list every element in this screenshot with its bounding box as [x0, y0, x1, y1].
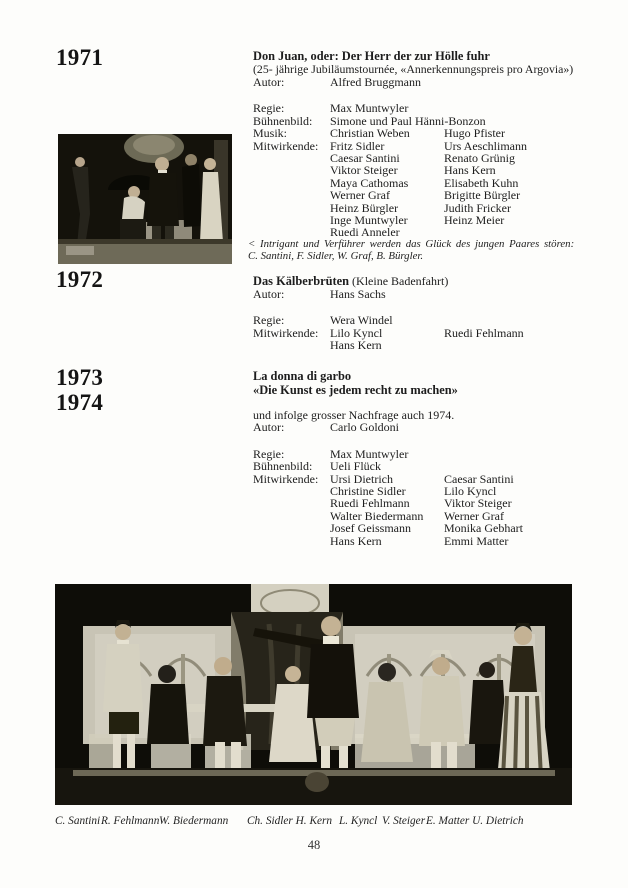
- credit-label: Autor:: [253, 420, 285, 435]
- caption-name: W. Biedermann: [159, 815, 229, 827]
- credit-name-col1: Simone und Paul Hänni-Bonzon: [330, 113, 486, 128]
- credit-label: Bühnenbild:: [253, 113, 313, 128]
- section-1973-1974: [253, 369, 605, 547]
- production-title-line1: La donna di garbo: [253, 369, 352, 383]
- credit-row: [253, 76, 605, 88]
- credit-row: [253, 510, 605, 522]
- credit-name-col1: Fritz Sidler: [330, 138, 385, 153]
- credit-name-col2: Hans Kern: [444, 163, 496, 178]
- credit-row: [253, 535, 605, 547]
- credit-name-col1: Werner Graf: [330, 188, 390, 203]
- credit-name-col2: [444, 226, 605, 238]
- photo-stage-floor: [55, 768, 572, 805]
- credit-label: Bühnenbild:: [253, 459, 313, 474]
- credit-row: [253, 214, 605, 226]
- credit-name-col2: Hugo Pfister: [444, 126, 505, 141]
- credit-label: [253, 485, 330, 497]
- credit-name-col2: Renato Grünig: [444, 151, 515, 166]
- credit-name-col2: Brigitte Bürgler: [444, 188, 521, 203]
- credit-row: [253, 177, 605, 189]
- credit-row: [253, 152, 605, 164]
- credit-name-col2: Emmi Matter: [444, 533, 509, 548]
- credit-name-col1: Ruedi Anneler: [330, 225, 400, 240]
- photo-caption-la-donna: [55, 815, 595, 829]
- credit-row: [253, 102, 605, 114]
- credit-label: [253, 202, 330, 214]
- credit-name-col1: Ruedi Fehlmann: [330, 496, 410, 511]
- credit-name-col1: Alfred Bruggmann: [330, 75, 421, 89]
- credit-name-col2: [444, 460, 605, 472]
- credit-row: [253, 314, 605, 326]
- credit-row: [253, 140, 605, 152]
- credit-row: [253, 421, 605, 433]
- credit-name-col1: Viktor Steiger: [330, 163, 398, 178]
- credit-name-col2: [444, 448, 605, 460]
- credit-name-col2: Judith Fricker: [444, 200, 511, 215]
- credits-group-1971: [253, 102, 605, 238]
- credit-row: [253, 339, 605, 351]
- credit-name-col1: Hans Sachs: [330, 287, 386, 301]
- credit-name-col1: Hans Kern: [330, 533, 382, 548]
- credit-name-col2: Urs Aeschlimann: [444, 138, 527, 153]
- production-note: und infolge grosser Nachfrage auch 1974.: [253, 408, 455, 422]
- caption-name: V. Steiger: [382, 815, 426, 827]
- credit-name-col1: Wera Windel: [330, 313, 393, 328]
- year-heading-1973: 1973: [56, 365, 104, 390]
- credit-name-col1: Ueli Flück: [330, 459, 381, 474]
- credits-group-1973: [253, 448, 605, 547]
- credit-name-col1: Ursi Dietrich: [330, 471, 393, 486]
- credit-row: [253, 485, 605, 497]
- year-heading-1974: 1974: [56, 390, 104, 415]
- credit-label: [253, 152, 330, 164]
- credit-label: [253, 535, 330, 547]
- credit-row: [253, 164, 605, 176]
- credit-row: [253, 460, 605, 472]
- section-1972: [253, 274, 605, 352]
- credit-name-col1: Carlo Goldoni: [330, 420, 399, 435]
- credit-name-col1: Christine Sidler: [330, 484, 406, 499]
- title-rest: (Kleine Badenfahrt): [349, 274, 449, 288]
- credit-name-col2: [444, 288, 605, 300]
- credit-label: [253, 497, 330, 509]
- production-title-line2: «Die Kunst es jedem recht zu machen»: [253, 383, 458, 397]
- credit-row: [253, 115, 605, 127]
- credit-name-col2: Viktor Steiger: [444, 496, 512, 511]
- production-subtitle-1971: (25- jährige Jubiläumstournée, «Annerkennungspreis pro Argovia»): [253, 62, 574, 76]
- credit-name-col2: [444, 76, 605, 88]
- photo-caption-1971: [248, 238, 593, 262]
- credit-label: [253, 339, 330, 351]
- credit-name-col1: Heinz Bürgler: [330, 200, 399, 215]
- credits-group-1972: [253, 314, 605, 351]
- credit-name-col1: Lilo Kyncl: [330, 325, 383, 340]
- credit-name-col2: Heinz Meier: [444, 213, 505, 228]
- title-bold: Das Kälberbrüten: [253, 274, 350, 288]
- photo-caption-line2: C. Santini, F. Sidler, W. Graf, B. Bürgler.: [248, 250, 424, 262]
- credit-name-col1: Caesar Santini: [330, 151, 400, 166]
- production-photo-1971: [58, 134, 232, 264]
- credit-name-col2: Monika Gebhart: [444, 521, 523, 536]
- credit-row: [253, 226, 605, 238]
- credit-name-col2: Werner Graf: [444, 508, 504, 523]
- credit-name-col1: Christian Weben: [330, 126, 410, 141]
- credit-label: [253, 164, 330, 176]
- photo-stage-floor: [58, 239, 232, 264]
- page-number: 48: [307, 838, 321, 852]
- year-heading-1971: 1971: [56, 45, 104, 70]
- credit-name-col2: [444, 314, 605, 326]
- credit-label: [253, 510, 330, 522]
- caption-name: Ch. Sidler H. Kern: [247, 815, 333, 827]
- credit-label: [253, 189, 330, 201]
- caption-name: C. Santini: [55, 815, 101, 827]
- credit-name-col1: Josef Geissmann: [330, 521, 411, 536]
- credit-label: Mitwirkende:: [253, 325, 319, 340]
- caption-name: R. Fehlmann: [101, 815, 160, 827]
- credit-row: [253, 189, 605, 201]
- credit-label: Mitwirkende:: [253, 138, 319, 153]
- credit-label: Musik:: [253, 126, 288, 141]
- credit-label: [253, 214, 330, 226]
- credit-name-col1: Max Muntwyler: [330, 101, 409, 116]
- credit-name-col2: Ruedi Fehlmann: [444, 325, 524, 340]
- photo-caption-line1: < Intrigant und Verführer werden das Glück des jungen Paares stören:: [248, 238, 575, 250]
- credit-row: [253, 327, 605, 339]
- credit-label: Autor:: [253, 75, 285, 89]
- caption-name: E. Matter U. Dietrich: [426, 815, 524, 827]
- credit-label: [253, 226, 330, 238]
- credit-row: [253, 522, 605, 534]
- credit-label: [253, 522, 330, 534]
- credit-label: Autor:: [253, 287, 285, 301]
- credit-name-col2: Elisabeth Kuhn: [444, 175, 519, 190]
- credit-name-col1: Max Muntwyler: [330, 446, 409, 461]
- credit-name-col2: Lilo Kyncl: [444, 484, 497, 499]
- year-heading-1972: 1972: [56, 267, 104, 292]
- production-title-1971: Don Juan, oder: Der Herr der zur Hölle fuhr: [253, 49, 490, 63]
- credit-label: [253, 177, 330, 189]
- credit-name-col1: Inge Muntwyler: [330, 213, 408, 228]
- credit-name-col2: [444, 339, 605, 351]
- credit-name-col2: [444, 102, 605, 114]
- credit-name-col2: [444, 421, 605, 433]
- credit-label: Mitwirkende:: [253, 471, 319, 486]
- credit-label: Regie:: [253, 313, 285, 328]
- credit-row: [253, 127, 605, 139]
- production-photo-la-donna-di-garbo: [55, 584, 572, 805]
- credit-row: [253, 288, 605, 300]
- production-title-1972: [253, 274, 605, 288]
- credit-label: Regie:: [253, 446, 285, 461]
- credit-label: Regie:: [253, 101, 285, 116]
- credit-row: [253, 202, 605, 214]
- credit-name-col1: Maya Cathomas: [330, 175, 409, 190]
- caption-name: L. Kyncl: [339, 815, 378, 827]
- section-1971: [253, 49, 605, 239]
- credit-name-col1: Walter Biedermann: [330, 508, 424, 523]
- credit-name-col1: Hans Kern: [330, 338, 382, 353]
- credit-row: [253, 473, 605, 485]
- credit-name-col2: Caesar Santini: [444, 471, 514, 486]
- credit-row: [253, 497, 605, 509]
